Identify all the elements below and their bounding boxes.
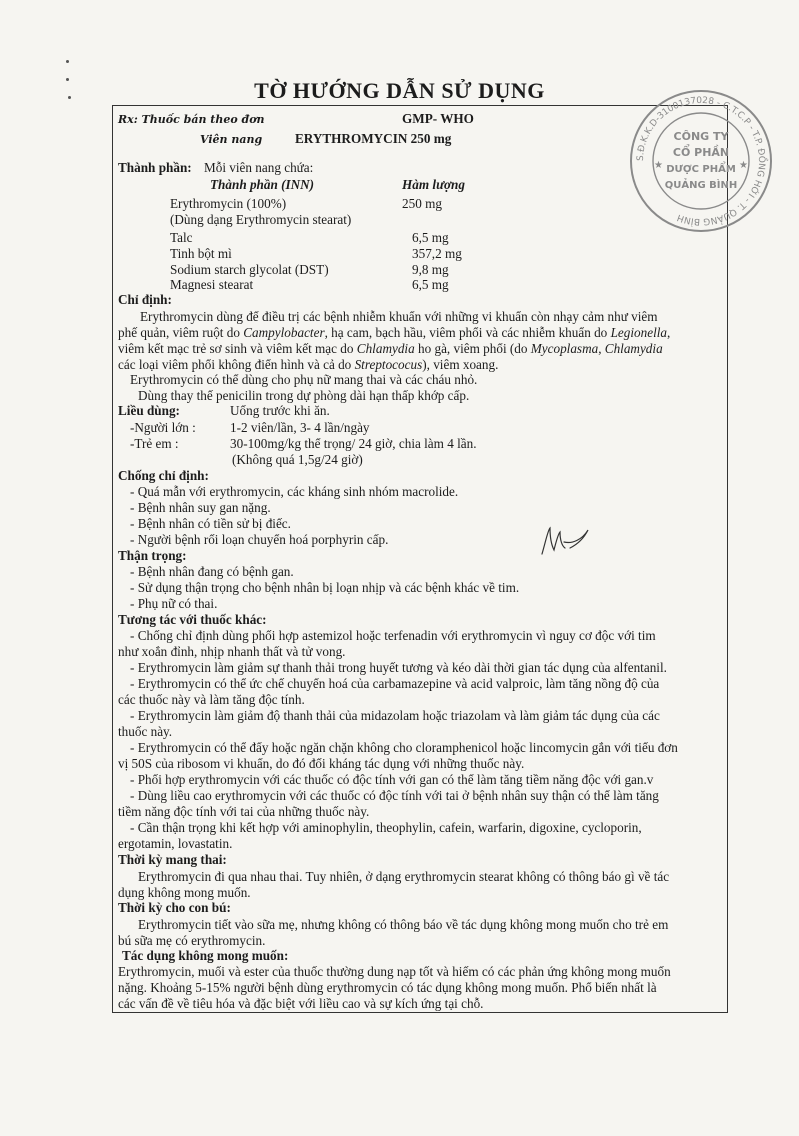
inn-column-header: Thành phần (INN): [210, 177, 315, 192]
composition-heading: Thành phần:: [118, 160, 192, 175]
handwritten-initials: [538, 520, 608, 562]
interactions-text: - Dùng liều cao erythromycin với các thuốc có độc tính với tai ở bệnh nhân suy thận có thể làm tăng: [130, 788, 659, 803]
indications-text: phế quản, viêm ruột do Campylobacter, hạ cam, bạch hầu, viêm phổi và các nhiễm khuẩn do Legionella,: [118, 325, 671, 340]
stamp-text-line: QUẢNG BÌNH: [664, 180, 738, 191]
rx-label: Rx: Thuốc bán theo đơn: [118, 113, 265, 126]
ingredient-name: Talc: [170, 230, 193, 245]
dosage-intro: Uống trước khi ăn.: [230, 403, 330, 418]
interactions-text: - Erythromycin làm giảm sự thanh thải trong huyết tương và kéo dài thời gian tác dụng của alfentanil.: [130, 660, 667, 675]
precaution-item: - Sử dụng thận trọng cho bệnh nhân bị loạn nhịp và các bệnh khác về tim.: [130, 580, 520, 595]
interactions-text: như xoắn đỉnh, nhịp nhanh thất và tử vong.: [118, 644, 346, 659]
precautions-heading: Thận trọng:: [118, 548, 187, 563]
ingredient-amount: 6,5 mg: [412, 277, 449, 292]
adverse-effects-text: nặng. Khoảng 5-15% người bệnh dùng erythromycin có tác dụng không mong muốn. Phổ biến nhất là: [118, 980, 657, 995]
indications-text: các loại viêm phổi không điển hình và cả do Streptococus), viêm xoang.: [118, 357, 499, 372]
interactions-text: ergotamin, lovastatin.: [118, 836, 233, 851]
stamp-ring-text: S.Đ.K.K.D-3100137028 - C.T.C.P - T.P. ĐỒNG HỚI - T. QUẢNG BÌNH: [635, 95, 767, 227]
interactions-text: các thuốc này và làm tăng độc tính.: [118, 692, 305, 707]
pregnancy-heading: Thời kỳ mang thai:: [118, 852, 227, 867]
precaution-item: - Phụ nữ có thai.: [130, 596, 218, 611]
contraindication-item: - Bệnh nhân suy gan nặng.: [130, 500, 271, 515]
ingredient-name: Sodium starch glycolat (DST): [170, 262, 329, 277]
indications-text: Erythromycin dùng để điều trị các bệnh nhiễm khuẩn với những vi khuẩn còn nhạy cảm như viêm: [140, 309, 658, 324]
pregnancy-text: Erythromycin đi qua nhau thai. Tuy nhiên, ở dạng erythromycin stearat không có thông báo gì về tác: [138, 869, 670, 884]
precaution-item: - Bệnh nhân đang có bệnh gan.: [130, 564, 294, 579]
scan-speck: [66, 60, 69, 63]
lactation-text: bú sữa mẹ có erythromycin.: [118, 933, 266, 948]
indications-text: viêm kết mạc trẻ sơ sinh và viêm kết mạc do Chlamydia ho gà, viêm phổi (do Mycoplasma, Chlamydia: [118, 341, 663, 356]
interactions-text: - Erythromycin có thể ức chế chuyển hoá của carbamazepine và acid valproic, làm tăng nồng độ của: [130, 676, 660, 691]
interactions-text: tiềm năng độc tính với tai của những thuốc này.: [118, 804, 370, 819]
interactions-text: - Cần thận trọng khi kết hợp với aminophylin, theophylin, cafein, warfarin, digoxine, cycloporin,: [130, 820, 642, 835]
company-stamp: [628, 88, 774, 234]
interactions-text: thuốc này.: [118, 724, 173, 739]
child-dose-note: (Không quá 1,5g/24 giờ): [232, 452, 363, 467]
child-dose-label: -Trẻ em :: [130, 436, 179, 451]
lactation-text: Erythromycin tiết vào sữa mẹ, nhưng không có thông báo về tác dụng không mong muốn cho trẻ em: [138, 917, 669, 932]
lactation-heading: Thời kỳ cho con bú:: [118, 900, 231, 915]
adverse-effects-text: các vấn đề về tiêu hóa và đặc biệt với liều cao và sự kích ứng tại chỗ.: [118, 996, 484, 1011]
pregnancy-text: dụng không mong muốn.: [118, 885, 251, 900]
product-name: ERYTHROMYCIN 250 mg: [295, 131, 452, 146]
gmp-label: GMP- WHO: [402, 111, 474, 126]
ingredient-name: (Dùng dạng Erythromycin stearat): [170, 212, 352, 227]
adverse-effects-text: Erythromycin, muối và ester của thuốc thường dung nạp tốt và hiếm có các phản ứng không mong muốn: [118, 964, 671, 979]
star-icon: ★: [654, 160, 663, 171]
ingredient-amount: 6,5 mg: [412, 230, 449, 245]
indications-text: Erythromycin có thể dùng cho phụ nữ mang thai và các cháu nhỏ.: [130, 372, 478, 387]
ingredient-name: Erythromycin (100%): [170, 196, 287, 211]
ingredient-amount: 250 mg: [402, 196, 442, 211]
stamp-text-line: CỔ PHẦN: [672, 146, 730, 159]
indications-heading: Chỉ định:: [118, 292, 172, 307]
contraindication-item: - Bệnh nhân có tiền sử bị điếc.: [130, 516, 291, 531]
adverse-effects-heading: Tác dụng không mong muốn:: [122, 948, 289, 963]
interactions-text: vị 50S của ribosom vi khuẩn, do đó đối kháng tác dụng với những thuốc này.: [118, 756, 525, 771]
dosage-heading: Liều dùng:: [118, 403, 180, 418]
composition-intro: Mỗi viên nang chứa:: [204, 160, 314, 175]
child-dose-value: 30-100mg/kg thể trọng/ 24 giờ, chia làm 4 lần.: [230, 436, 477, 451]
adult-dose-value: 1-2 viên/lần, 3- 4 lần/ngày: [230, 420, 370, 435]
amount-column-header: Hàm lượng: [402, 177, 465, 192]
interactions-heading: Tương tác với thuốc khác:: [118, 612, 267, 627]
stamp-text-line: CÔNG TY: [673, 130, 729, 143]
interactions-text: - Erythromycin có thể đẩy hoặc ngăn chặn không cho cloramphenicol hoặc lincomycin gắn với tiểu đơn: [130, 740, 678, 755]
ingredient-name: Magnesi stearat: [170, 277, 254, 292]
indications-text: Dùng thay thế penicilin trong dự phòng dài hạn thấp khớp cấp.: [138, 388, 470, 403]
adult-dose-label: -Người lớn :: [130, 420, 196, 435]
star-icon: ★: [739, 160, 748, 171]
stamp-text-line: DƯỢC PHẨM: [666, 164, 736, 175]
interactions-text: - Chống chỉ định dùng phối hợp astemizol hoặc terfenadin với erythromycin vì nguy cơ độc với tim: [130, 628, 656, 643]
contraindication-item: - Quá mẫn với erythromycin, các kháng sinh nhóm macrolide.: [130, 484, 459, 499]
document-title: TỜ HƯỚNG DẪN SỬ DỤNG: [254, 78, 545, 103]
ingredient-name: Tinh bột mì: [170, 246, 232, 261]
dosage-form-label: Viên nang: [200, 133, 263, 146]
interactions-text: - Phối hợp erythromycin với các thuốc có độc tính với gan có thể làm tăng tiềm năng độc với gan.v: [130, 772, 654, 787]
contraindication-item: - Người bệnh rối loạn chuyển hoá porphyrin cấp.: [130, 532, 389, 547]
ingredient-amount: 357,2 mg: [412, 246, 462, 261]
contraindications-heading: Chống chỉ định:: [118, 468, 209, 483]
interactions-text: - Erythromycin làm giảm độ thanh thải của midazolam hoặc triazolam và làm giảm tác dụng của các: [130, 708, 660, 723]
ingredient-amount: 9,8 mg: [412, 262, 449, 277]
